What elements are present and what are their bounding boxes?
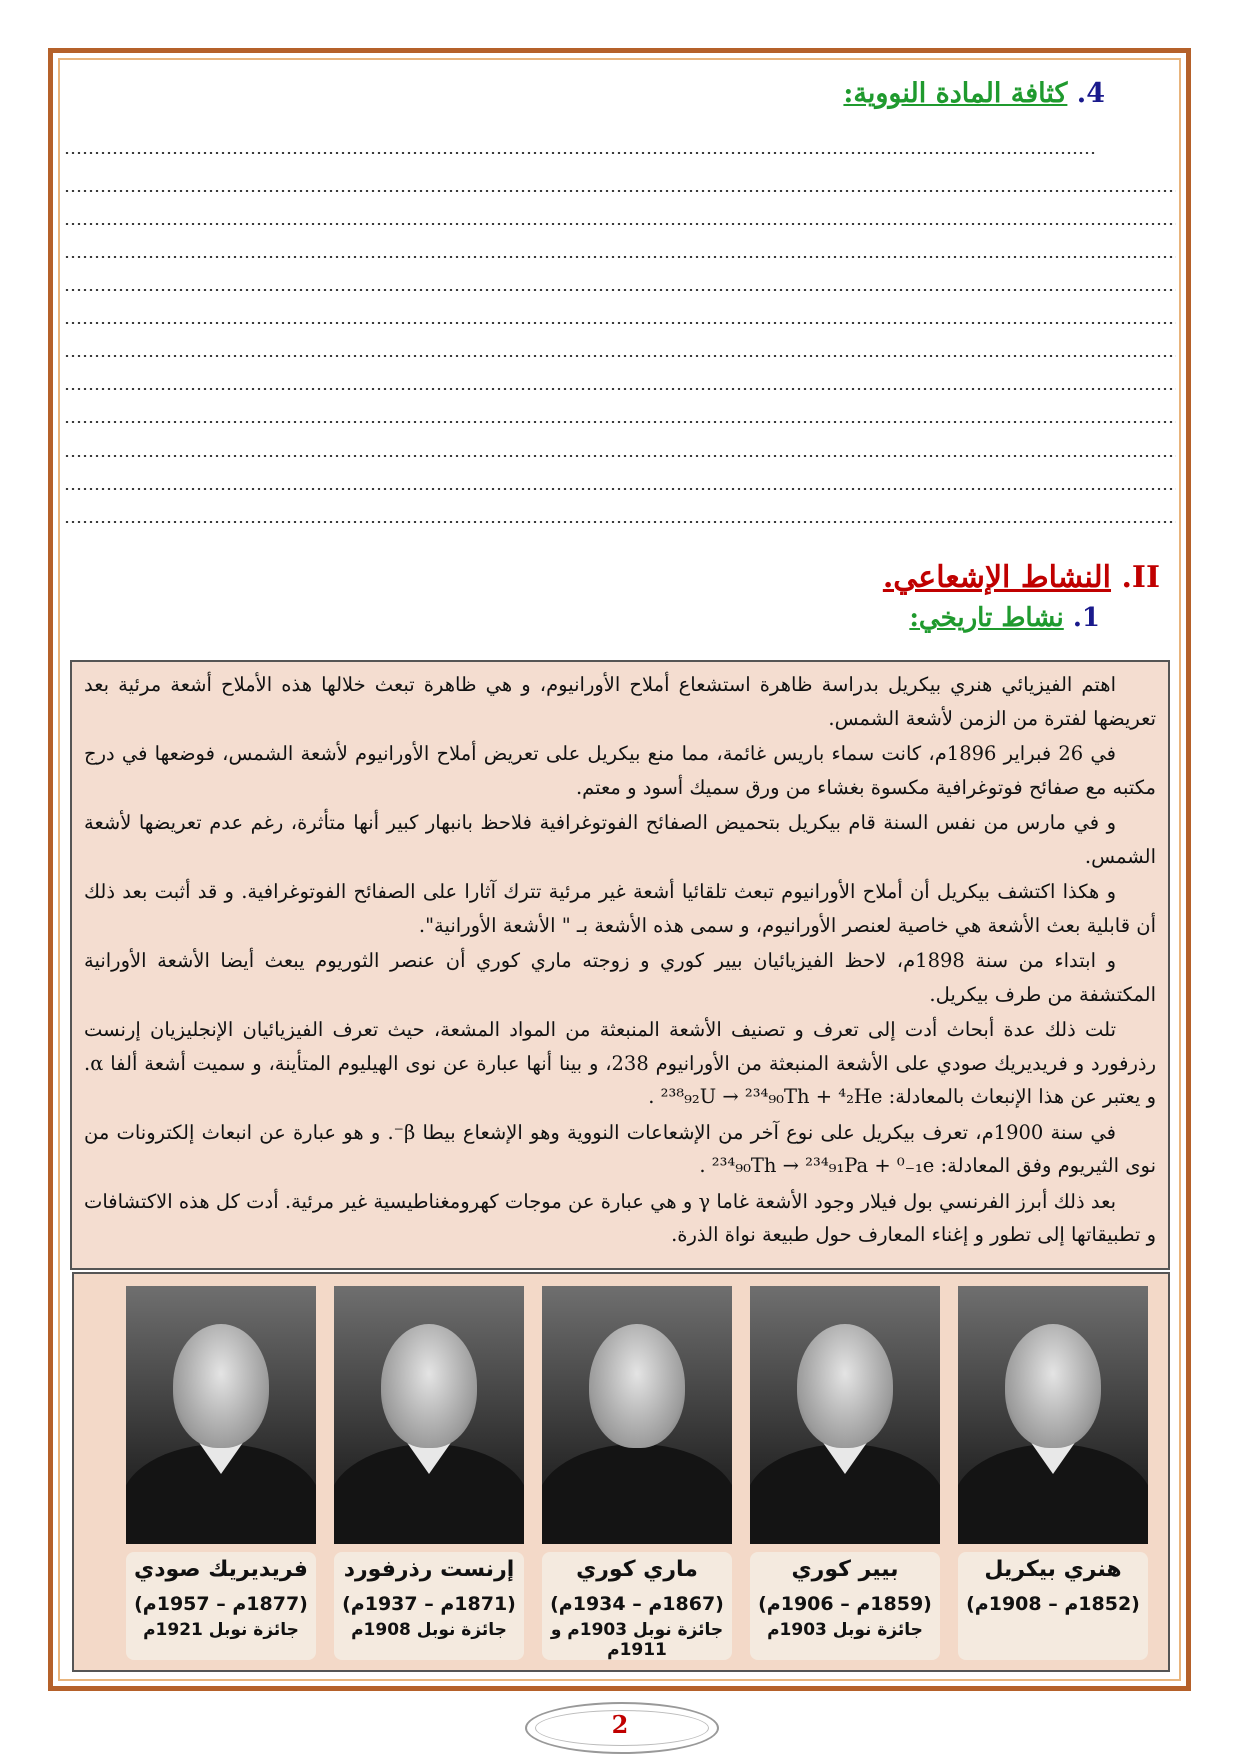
answer-line xyxy=(64,521,1176,523)
history-paragraph: و ابتداء من سنة 1898م، لاحظ الفيزيائيان بيير كوري و زوجته ماري كوري أن عنصر الثوريوم يبعث أيضا الأشعة الأورانية المكتشفة من طرف بيكريل. xyxy=(84,949,1156,1006)
answer-line xyxy=(64,455,1176,457)
history-paragraph: في سنة 1900م، تعرف بيكريل على نوع آخر من الإشعاعات النووية وهو الإشعاع بيطا β⁻. و هو عبارة عن انبعاث إلكترونات من نوى الثيريوم وفق المعادلة: ²³⁴₉₀Th → ²³⁴₉₁Pa + ⁰₋₁e . xyxy=(84,1120,1156,1177)
scientist-card-becquerel xyxy=(958,1286,1148,1666)
scientist-years: (1867م – 1934م) xyxy=(550,1593,724,1615)
portrait-photo xyxy=(334,1286,524,1544)
history-paragraph: و هكذا اكتشف بيكريل أن أملاح الأورانيوم تبعث تلقائيا أشعة غير مرئية تترك آثارا على الصفائح الفوتوغرافية. و قد أثبت بعد ذلك أن قابلية بعث الأشعة هي خاصية لعنصر الأورانيوم، و سمى هذه الأشعة بـ " الأشعة الأورانية". xyxy=(84,880,1156,937)
history-paragraph: و في مارس من نفس السنة قام بيكريل بتحميض الصفائح الفوتوغرافية فلاحظ بانبهار كبير أنها متأثرة، رغم عدم تعريضها لأشعة الشمس. xyxy=(84,811,1156,868)
scientist-card-pierre-curie xyxy=(750,1286,940,1666)
section-4-title: كثافة المادة النووية: xyxy=(843,78,1068,109)
scientist-card-rutherford xyxy=(334,1286,524,1666)
answer-line xyxy=(64,322,1176,324)
scientists-photo-panel xyxy=(72,1272,1170,1672)
section-1-heading xyxy=(909,603,1100,633)
history-paragraph: اهتم الفيزيائي هنري بيكريل بدراسة ظاهرة استشعاع أملاح الأورانيوم، و هي ظاهرة تبعث خلالها هذه الأملاح أشعة مرئية بعد تعريضها لفترة من الزمن لأشعة الشمس. xyxy=(84,673,1156,730)
portrait-photo xyxy=(750,1286,940,1544)
scientist-caption xyxy=(126,1552,316,1660)
answer-line xyxy=(64,223,1176,225)
section-1-title: نشاط تاريخي: xyxy=(909,603,1064,633)
section-4-heading xyxy=(843,78,1105,109)
scientist-prize: جائزة نوبل 1921م xyxy=(143,1620,299,1640)
answer-line xyxy=(64,190,1176,192)
portrait-photo xyxy=(958,1286,1148,1544)
answer-line xyxy=(64,256,1176,258)
scientist-card-marie-curie xyxy=(542,1286,732,1666)
scientist-caption xyxy=(750,1552,940,1660)
history-text-box xyxy=(70,660,1170,1270)
answer-line xyxy=(64,152,1096,154)
scientist-caption xyxy=(542,1552,732,1660)
scientist-name: بيير كوري xyxy=(791,1557,899,1582)
section-ii-number: II. xyxy=(1121,560,1160,595)
history-paragraph: في 26 فبراير 1896م، كانت سماء باريس غائمة، مما منع بيكريل على تعريض أملاح الأورانيوم لأشعة الشمس، فوضعها في درج مكتبه مع صفائح فوتوغرافية مكسوة بغشاء من ورق سميك أسود و معتم. xyxy=(84,742,1156,799)
scientist-years: (1859م – 1906م) xyxy=(758,1593,932,1615)
page-number: 2 xyxy=(611,1710,629,1739)
scientist-years: (1852م – 1908م) xyxy=(966,1593,1140,1615)
scientist-name: فريديريك صودي xyxy=(134,1557,308,1582)
section-ii-heading xyxy=(883,560,1160,595)
portrait-photo xyxy=(542,1286,732,1544)
scientist-card-soddy xyxy=(126,1286,316,1666)
answer-line xyxy=(64,289,1176,291)
history-paragraph: بعد ذلك أبرز الفرنسي بول فيلار وجود الأشعة غاما γ و هي عبارة عن موجات كهرومغناطيسية غير مرئية. أدت كل هذه الاكتشافات و تطبيقاتها إلى تطور و إغناء المعارف حول طبيعة نواة الذرة. xyxy=(84,1189,1156,1246)
scientist-caption xyxy=(958,1552,1148,1660)
answer-line xyxy=(64,388,1176,390)
scientist-name: إرنست رذرفورد xyxy=(343,1557,515,1582)
section-1-number: 1. xyxy=(1072,603,1100,633)
section-4-number: 4. xyxy=(1076,78,1105,109)
scientist-name: ماري كوري xyxy=(576,1557,698,1582)
scientist-years: (1877م – 1957م) xyxy=(134,1593,308,1615)
answer-line xyxy=(64,355,1176,357)
history-paragraph: تلت ذلك عدة أبحاث أدت إلى تعرف و تصنيف الأشعة المنبعثة من المواد المشعة، حيث تعرف الفيزيائيان الإنجليزيان إرنست رذرفورد و فريديريك صودي على الأشعة المنبعثة من الأورانيوم 238، و بينا أنها عبارة عن نوى الهيليوم المتأينة، و سميت أشعة ألفا α. و يعتبر عن هذا الإنبعاث بالمعادلة: ²³⁸₉₂U → ²³⁴₉₀Th + ⁴₂He . xyxy=(84,1018,1156,1108)
section-ii-title: النشاط الإشعاعي. xyxy=(882,560,1112,595)
scientist-prize: جائزة نوبل 1903م xyxy=(767,1620,923,1640)
scientist-years: (1871م – 1937م) xyxy=(342,1593,516,1615)
answer-line xyxy=(64,421,1176,423)
answer-line xyxy=(64,488,1176,490)
scientist-prize: جائزة نوبل 1903م و 1911م xyxy=(550,1620,724,1660)
scientist-caption xyxy=(334,1552,524,1660)
scientist-prize: جائزة نوبل 1908م xyxy=(351,1620,507,1640)
scientist-name: هنري بيكريل xyxy=(984,1557,1122,1582)
portrait-photo xyxy=(126,1286,316,1544)
